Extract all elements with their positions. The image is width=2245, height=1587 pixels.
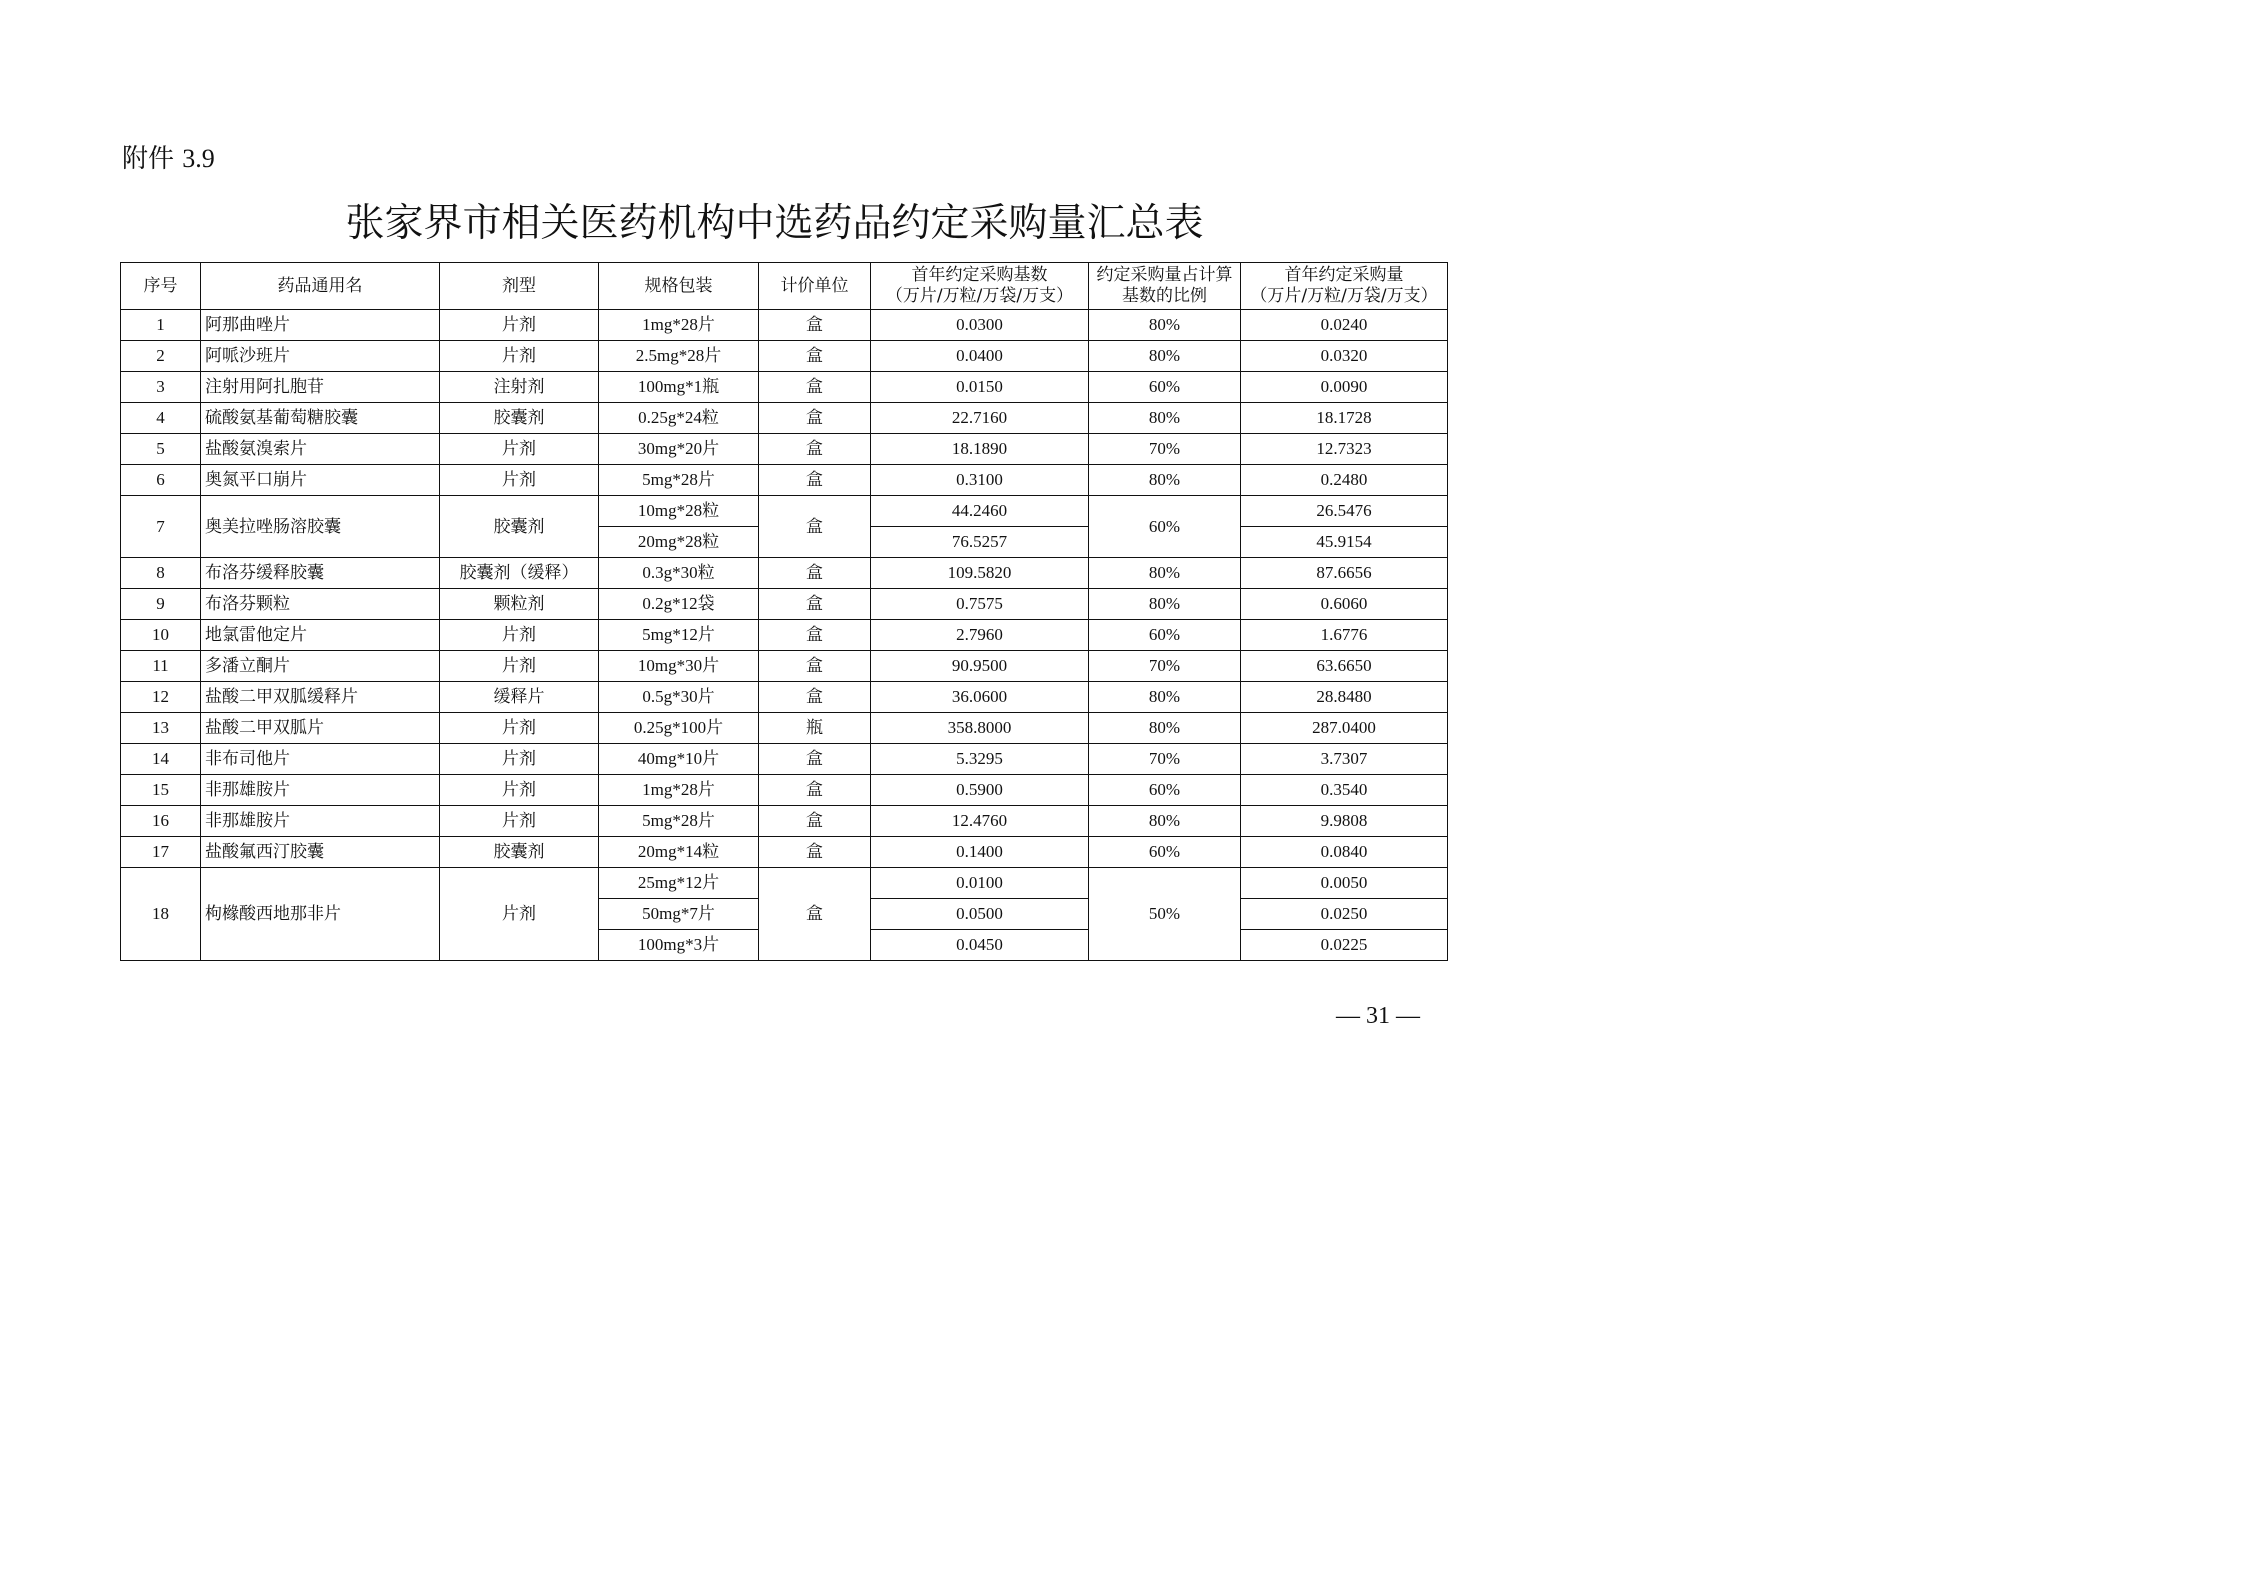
cell-base: 44.2460	[871, 496, 1089, 527]
cell-base: 0.1400	[871, 837, 1089, 868]
table-row	[121, 682, 1448, 713]
cell-no: 15	[121, 775, 201, 806]
header-base-unit: （万片/万粒/万袋/万支）	[885, 286, 1074, 306]
cell-drug-name: 布洛芬缓释胶囊	[201, 558, 440, 589]
cell-no: 5	[121, 434, 201, 465]
cell-unit: 盒	[759, 589, 871, 620]
cell-unit: 盒	[759, 434, 871, 465]
cell-base: 0.0100	[871, 868, 1089, 899]
cell-ratio: 60%	[1089, 775, 1241, 806]
header-qty-unit: （万片/万粒/万袋/万支）	[1250, 286, 1438, 306]
cell-no: 2	[121, 341, 201, 372]
table-row	[121, 496, 1448, 527]
cell-spec: 20mg*28粒	[599, 527, 759, 558]
cell-unit: 盒	[759, 341, 871, 372]
cell-drug-name: 阿哌沙班片	[201, 341, 440, 372]
table-row	[121, 372, 1448, 403]
cell-ratio: 50%	[1089, 868, 1241, 961]
cell-ratio: 80%	[1089, 682, 1241, 713]
cell-qty: 0.0090	[1241, 372, 1448, 403]
attachment-label	[122, 138, 215, 175]
cell-dosage-form: 片剂	[440, 713, 599, 744]
cell-spec: 0.25g*24粒	[599, 403, 759, 434]
cell-qty: 3.7307	[1241, 744, 1448, 775]
cell-qty: 18.1728	[1241, 403, 1448, 434]
cell-unit: 瓶	[759, 713, 871, 744]
cell-drug-name: 多潘立酮片	[201, 651, 440, 682]
cell-base: 0.0150	[871, 372, 1089, 403]
cell-qty: 28.8480	[1241, 682, 1448, 713]
cell-dosage-form: 片剂	[440, 775, 599, 806]
cell-dosage-form: 片剂	[440, 310, 599, 341]
cell-ratio: 60%	[1089, 372, 1241, 403]
cell-spec: 1mg*28片	[599, 775, 759, 806]
table-row	[121, 310, 1448, 341]
cell-spec: 0.2g*12袋	[599, 589, 759, 620]
cell-unit: 盒	[759, 310, 871, 341]
cell-no: 17	[121, 837, 201, 868]
cell-base: 0.5900	[871, 775, 1089, 806]
cell-dosage-form: 片剂	[440, 434, 599, 465]
cell-dosage-form: 片剂	[440, 620, 599, 651]
cell-drug-name: 盐酸氟西汀胶囊	[201, 837, 440, 868]
header-qty	[1241, 263, 1448, 310]
cell-base: 90.9500	[871, 651, 1089, 682]
header-qty-label: 首年约定采购量	[1284, 265, 1404, 285]
table-row	[121, 837, 1448, 868]
header-name: 药品通用名	[201, 263, 440, 310]
cell-dosage-form: 胶囊剂（缓释）	[440, 558, 599, 589]
cell-spec: 20mg*14粒	[599, 837, 759, 868]
cell-drug-name: 盐酸二甲双胍片	[201, 713, 440, 744]
cell-base: 36.0600	[871, 682, 1089, 713]
attachment-label-text: 附件	[122, 144, 175, 174]
cell-base: 0.0500	[871, 899, 1089, 930]
cell-drug-name: 硫酸氨基葡萄糖胶囊	[201, 403, 440, 434]
cell-no: 11	[121, 651, 201, 682]
cell-dosage-form: 片剂	[440, 806, 599, 837]
procurement-table	[120, 262, 1448, 961]
cell-ratio: 60%	[1089, 496, 1241, 558]
cell-dosage-form: 胶囊剂	[440, 403, 599, 434]
cell-dosage-form: 片剂	[440, 651, 599, 682]
cell-base: 0.7575	[871, 589, 1089, 620]
cell-unit: 盒	[759, 496, 871, 558]
cell-unit: 盒	[759, 744, 871, 775]
cell-qty: 287.0400	[1241, 713, 1448, 744]
table-row	[121, 434, 1448, 465]
header-ratio-label-2: 基数的比例	[1122, 286, 1207, 306]
cell-base: 109.5820	[871, 558, 1089, 589]
cell-dosage-form: 缓释片	[440, 682, 599, 713]
cell-base: 76.5257	[871, 527, 1089, 558]
cell-no: 6	[121, 465, 201, 496]
cell-no: 8	[121, 558, 201, 589]
cell-spec: 1mg*28片	[599, 310, 759, 341]
cell-qty: 0.0250	[1241, 899, 1448, 930]
cell-unit: 盒	[759, 403, 871, 434]
cell-spec: 100mg*3片	[599, 930, 759, 961]
cell-spec: 10mg*30片	[599, 651, 759, 682]
table-body	[121, 310, 1448, 961]
cell-no: 18	[121, 868, 201, 961]
header-base	[871, 263, 1089, 310]
cell-qty: 0.0225	[1241, 930, 1448, 961]
cell-dosage-form: 注射剂	[440, 372, 599, 403]
cell-spec: 30mg*20片	[599, 434, 759, 465]
cell-spec: 50mg*7片	[599, 899, 759, 930]
cell-qty: 0.0840	[1241, 837, 1448, 868]
cell-no: 16	[121, 806, 201, 837]
page-number: — 31 —	[1336, 1003, 1420, 1029]
cell-spec: 2.5mg*28片	[599, 341, 759, 372]
cell-base: 0.0400	[871, 341, 1089, 372]
cell-ratio: 70%	[1089, 651, 1241, 682]
cell-ratio: 80%	[1089, 403, 1241, 434]
cell-drug-name: 地氯雷他定片	[201, 620, 440, 651]
cell-no: 12	[121, 682, 201, 713]
cell-ratio: 80%	[1089, 589, 1241, 620]
cell-ratio: 60%	[1089, 837, 1241, 868]
cell-spec: 0.25g*100片	[599, 713, 759, 744]
cell-drug-name: 注射用阿扎胞苷	[201, 372, 440, 403]
table-row	[121, 403, 1448, 434]
cell-unit: 盒	[759, 620, 871, 651]
attachment-number: 3.9	[182, 144, 215, 173]
cell-spec: 10mg*28粒	[599, 496, 759, 527]
cell-drug-name: 枸橼酸西地那非片	[201, 868, 440, 961]
cell-qty: 0.0050	[1241, 868, 1448, 899]
table-row	[121, 620, 1448, 651]
cell-dosage-form: 片剂	[440, 341, 599, 372]
cell-qty: 0.6060	[1241, 589, 1448, 620]
cell-unit: 盒	[759, 465, 871, 496]
cell-qty: 0.2480	[1241, 465, 1448, 496]
cell-no: 10	[121, 620, 201, 651]
cell-drug-name: 盐酸氨溴索片	[201, 434, 440, 465]
cell-drug-name: 非那雄胺片	[201, 806, 440, 837]
cell-unit: 盒	[759, 806, 871, 837]
header-row	[121, 263, 1448, 310]
header-form: 剂型	[440, 263, 599, 310]
cell-drug-name: 阿那曲唑片	[201, 310, 440, 341]
table-row	[121, 558, 1448, 589]
cell-spec: 5mg*28片	[599, 465, 759, 496]
cell-base: 2.7960	[871, 620, 1089, 651]
cell-unit: 盒	[759, 868, 871, 961]
cell-dosage-form: 胶囊剂	[440, 496, 599, 558]
cell-unit: 盒	[759, 651, 871, 682]
cell-qty: 0.0320	[1241, 341, 1448, 372]
cell-no: 13	[121, 713, 201, 744]
cell-ratio: 80%	[1089, 310, 1241, 341]
table-row	[121, 465, 1448, 496]
cell-qty: 0.3540	[1241, 775, 1448, 806]
table-row	[121, 806, 1448, 837]
cell-qty: 26.5476	[1241, 496, 1448, 527]
cell-drug-name: 非那雄胺片	[201, 775, 440, 806]
cell-unit: 盒	[759, 372, 871, 403]
cell-drug-name: 非布司他片	[201, 744, 440, 775]
cell-qty: 1.6776	[1241, 620, 1448, 651]
cell-dosage-form: 颗粒剂	[440, 589, 599, 620]
cell-qty: 9.9808	[1241, 806, 1448, 837]
cell-unit: 盒	[759, 775, 871, 806]
header-spec: 规格包装	[599, 263, 759, 310]
cell-ratio: 70%	[1089, 434, 1241, 465]
cell-dosage-form: 胶囊剂	[440, 837, 599, 868]
cell-drug-name: 布洛芬颗粒	[201, 589, 440, 620]
cell-spec: 5mg*12片	[599, 620, 759, 651]
cell-no: 14	[121, 744, 201, 775]
cell-drug-name: 盐酸二甲双胍缓释片	[201, 682, 440, 713]
cell-no: 3	[121, 372, 201, 403]
cell-spec: 0.3g*30粒	[599, 558, 759, 589]
cell-ratio: 80%	[1089, 713, 1241, 744]
cell-drug-name: 奥美拉唑肠溶胶囊	[201, 496, 440, 558]
table-row	[121, 651, 1448, 682]
header-no: 序号	[121, 263, 201, 310]
cell-qty: 45.9154	[1241, 527, 1448, 558]
header-unit: 计价单位	[759, 263, 871, 310]
cell-qty: 0.0240	[1241, 310, 1448, 341]
cell-qty: 63.6650	[1241, 651, 1448, 682]
cell-spec: 0.5g*30片	[599, 682, 759, 713]
cell-base: 0.0300	[871, 310, 1089, 341]
cell-ratio: 80%	[1089, 806, 1241, 837]
cell-dosage-form: 片剂	[440, 465, 599, 496]
cell-spec: 5mg*28片	[599, 806, 759, 837]
cell-ratio: 80%	[1089, 465, 1241, 496]
header-ratio	[1089, 263, 1241, 310]
table-row	[121, 775, 1448, 806]
cell-base: 12.4760	[871, 806, 1089, 837]
cell-spec: 100mg*1瓶	[599, 372, 759, 403]
cell-ratio: 80%	[1089, 558, 1241, 589]
cell-base: 22.7160	[871, 403, 1089, 434]
table-row	[121, 713, 1448, 744]
cell-no: 1	[121, 310, 201, 341]
header-ratio-label: 约定采购量占计算	[1096, 265, 1233, 285]
cell-no: 9	[121, 589, 201, 620]
cell-base: 358.8000	[871, 713, 1089, 744]
cell-base: 0.0450	[871, 930, 1089, 961]
table-row	[121, 744, 1448, 775]
table-row	[121, 341, 1448, 372]
header-base-label: 首年约定采购基数	[911, 265, 1048, 285]
cell-ratio: 60%	[1089, 620, 1241, 651]
table-row	[121, 589, 1448, 620]
cell-unit: 盒	[759, 837, 871, 868]
cell-no: 4	[121, 403, 201, 434]
cell-base: 0.3100	[871, 465, 1089, 496]
cell-unit: 盒	[759, 558, 871, 589]
cell-dosage-form: 片剂	[440, 868, 599, 961]
cell-unit: 盒	[759, 682, 871, 713]
cell-ratio: 80%	[1089, 341, 1241, 372]
cell-ratio: 70%	[1089, 744, 1241, 775]
cell-spec: 40mg*10片	[599, 744, 759, 775]
cell-spec: 25mg*12片	[599, 868, 759, 899]
cell-base: 5.3295	[871, 744, 1089, 775]
cell-no: 7	[121, 496, 201, 558]
cell-qty: 87.6656	[1241, 558, 1448, 589]
cell-qty: 12.7323	[1241, 434, 1448, 465]
cell-drug-name: 奥氮平口崩片	[201, 465, 440, 496]
cell-base: 18.1890	[871, 434, 1089, 465]
cell-dosage-form: 片剂	[440, 744, 599, 775]
page-title: 张家界市相关医药机构中选药品约定采购量汇总表	[345, 201, 1204, 246]
table-row	[121, 868, 1448, 899]
